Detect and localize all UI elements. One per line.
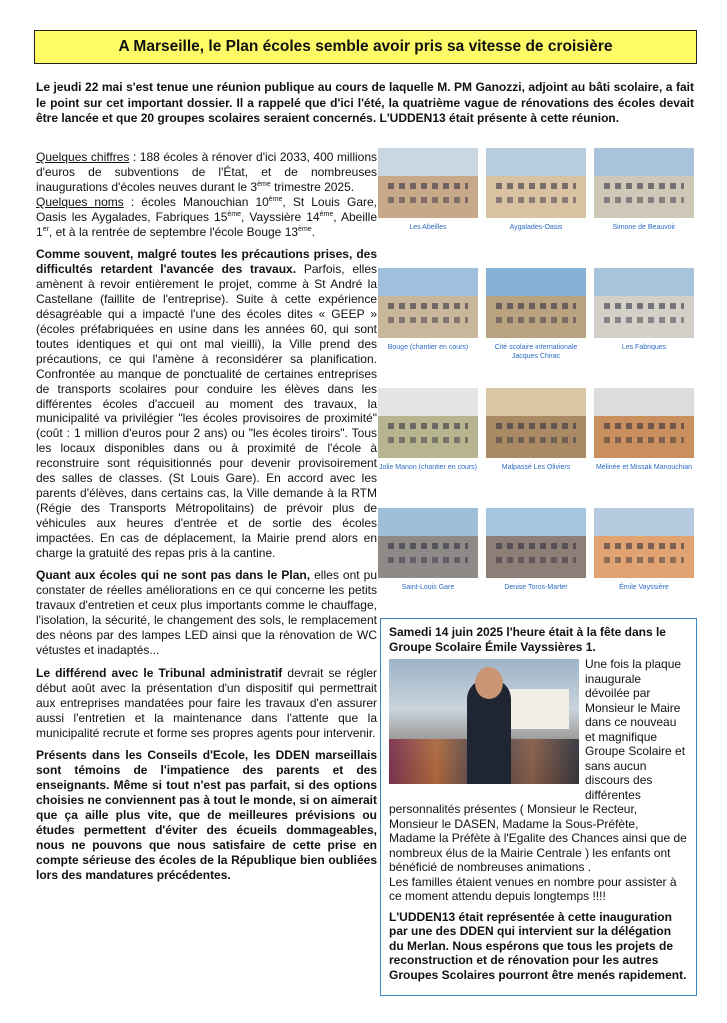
names-t2: , St Louis Gare, Oasis les Aygalades, Fabriques 15 (36, 194, 377, 224)
school-photo (378, 508, 478, 578)
delays-paragraph (36, 247, 377, 560)
school-photo (378, 148, 478, 218)
tribunal-lead: Le différend avec le Tribunal administratif (36, 665, 283, 680)
school-caption: Les Abeilles (409, 224, 447, 231)
school-photo (594, 268, 694, 338)
school-caption: Émile Vayssière (619, 584, 669, 591)
delays-lead: Comme souvent, malgré toutes les précautions prises, des difficultés retardent l'avancée des travaux. (36, 247, 377, 277)
title-text: A Marseille, le Plan écoles semble avoir pris sa vitesse de croisière (118, 38, 613, 55)
school-card (594, 268, 694, 352)
outside-plan-paragraph (36, 568, 377, 657)
delays-body: Parfois, elles amènent à revoir entièrement le projet, comme à St André la Castellane (faillite de l'entreprise). Suite à cette expérience désagréable qui a impacté l'une des écoles dites « GEEP » (écoles préfabriquées en usine dans les années 60, qui sont toutes identiques et qui ont mal vieilli), la Ville prend des précautions, ce qui l'amène à reconsidérer sa planification. Confrontée au manque de ponctualité de certaines entreprises de transports scolaires pour conduire les élèves dans les différentes écoles d'accueil au moment des travaux, la municipalité va privilégier "les écoles provisoires de proximité" (coût : 1 million d'euros pour 2 ans) ou "les écoles tiroirs". Tous les locaux disponibles dans ou à proximité de l'école à reconstruire sont réquisitionnés pour devenir provisoirement des salles de classes. (St Louis Gare). En accord avec les parents d'élèves, dans certains cas, la Ville demande à la RTM (Régie des Transports Métropolitains) de prévoir plus de véhicules aux heures d'entrée et de sortie des écoles impactées. En cas de déplacement, la Mairie prend alors en charge la gratuité des repas pris à la cantine. (36, 262, 377, 560)
school-photo (594, 148, 694, 218)
intro-paragraph: Le jeudi 22 mai s'est tenue une réunion publique au cours de laquelle M. PM Ganozzi, adjoint au bâti scolaire, a fait le point sur cet important dossier. Il a rappelé que d'ici l'été, la quatrième vague de rénovations des écoles devait être lancée et que 20 groupes scolaires seraient concernés. L'UDDEN13 était présente à cette réunion. (36, 80, 694, 125)
names-t1: : écoles Manouchian 10 (123, 194, 269, 209)
school-card (594, 148, 694, 232)
figures-paragraph (36, 150, 377, 195)
school-caption: Simone de Beauvoir (612, 224, 676, 231)
names-t5: , et à la rentrée de septembre l'école Bouge 13 (48, 224, 299, 239)
school-card (378, 388, 478, 472)
event-title: Samedi 14 juin 2025 l'heure était à la fête dans le Groupe Scolaire Émile Vayssières 1. (389, 625, 666, 654)
school-caption: Les Fabriques (621, 344, 667, 351)
names-s3: ème (319, 210, 334, 218)
figures-sup: ème (257, 180, 271, 188)
school-card (594, 388, 694, 472)
school-photo (486, 388, 586, 458)
inauguration-photo (389, 659, 579, 784)
school-caption: Malpassé Les Oliviers (501, 464, 571, 471)
school-caption: Mélinée et Missak Manouchian (595, 464, 693, 471)
school-card (378, 148, 478, 232)
tribunal-body: devrait se régler début août avec la présentation d'un dispositif qui permettrait aux entreprises mandatées pour faire les travaux d'en assurer aussi l'entretien et la maintenance dans l'attente que la municipalité recrute et forme ses propres agents pour intervenir. (36, 665, 377, 740)
names-s5: ème (298, 225, 312, 233)
figures-text: : 188 écoles à rénover d'ici 2033, 400 millions d'euros de subventions de l'État, et de nombreuses inaugurations d'écoles neuves durant le 3 (36, 150, 377, 194)
school-caption: Aygalades-Oasis (509, 224, 563, 231)
event-body: Une fois la plaque inaugurale dévoilée par Monsieur le Maire dans ce nouveau et magnifique Groupe Scolaire et sans aucun discours des différentes personnalités présentes ( Monsieur le Recteur, Monsieur le DASEN, Madame la Sous-Préfète, Madame la Préfète à l'Egalite des Chances ainsi que de nombreux élus de la Mairie Centrale ) les enfants ont bénéficié de nombreuses animations . (389, 657, 687, 874)
outside-body: elles ont pu constater de réelles améliorations en ce qui concerne les petits travaux d'entretien et ceux plus importants comme le chauffage, l'isolation, la sécurité, le changement des sols, le remplacement des néons par des lampes LED ainsi que la rénovation de WC vétustes et inadaptés... (36, 568, 377, 657)
inauguration-box (380, 618, 697, 996)
school-photo (486, 508, 586, 578)
event-closing: L'UDDEN13 était représentée à cette inauguration par une des DDEN qui intervient sur la délégation du Merlan. Nous espérons que tous les projets de reconstruction et de rénovation pour les autres Groupes Scolaires pourront être menés rapidement. (389, 909, 687, 982)
school-photo (486, 148, 586, 218)
names-t4: , Abeille 1 (36, 209, 377, 239)
names-paragraph (36, 195, 377, 240)
school-card (486, 388, 586, 472)
school-photo (378, 388, 478, 458)
school-card (486, 148, 586, 232)
event-families: Les familles étaient venues en nombre pour assister à ce moment attendu depuis longtemps !!!! (389, 874, 677, 903)
page-title (34, 30, 697, 64)
tribunal-paragraph (36, 666, 377, 741)
main-column (36, 150, 377, 891)
mayor-head (475, 667, 503, 699)
school-card (378, 508, 478, 592)
school-caption: Denise Toros-Marter (504, 584, 568, 591)
school-photo (486, 268, 586, 338)
school-caption: Jolie Manon (chantier en cours) (378, 464, 478, 471)
school-photo (594, 508, 694, 578)
school-caption: Cité scolaire internationale Jacques Chirac (494, 344, 578, 360)
school-caption: Bouge (chantier en cours) (387, 344, 469, 351)
names-t6: . (311, 224, 316, 239)
school-caption: Saint-Louis Gare (401, 584, 455, 591)
school-card (486, 508, 586, 592)
figures-text-end: trimestre 2025. (270, 179, 355, 194)
names-s4: er (42, 225, 49, 233)
plaque-image (509, 689, 569, 729)
names-t3: , Vayssière 14 (241, 209, 320, 224)
outside-lead: Quant aux écoles qui ne sont pas dans le Plan, (36, 568, 311, 583)
figures-label: Quelques chiffres (36, 150, 130, 164)
names-s2: ème (227, 210, 242, 218)
school-card (594, 508, 694, 592)
councils-text: Présents dans les Conseils d'Ecole, les DDEN marseillais sont témoins de l'impatience des parents et des enseignants. Même si tout n'est pas parfait, si des options choisies ne conviennent pas à tout le monde, si on aimerait que ça aille plus vite, que de meilleures prévisions ou études permettent d'éviter des écueils dommageables, nous ne pouvons que nous satisfaire de cette prise en compte sérieuse des écoles de la République bien oubliées lors des mandatures précédentes. (36, 748, 377, 882)
names-label: Quelques noms (36, 194, 124, 209)
school-photo (594, 388, 694, 458)
names-s1: ème (268, 195, 283, 203)
school-card (486, 268, 586, 361)
councils-paragraph (36, 748, 377, 882)
school-card (378, 268, 478, 352)
school-photo (378, 268, 478, 338)
